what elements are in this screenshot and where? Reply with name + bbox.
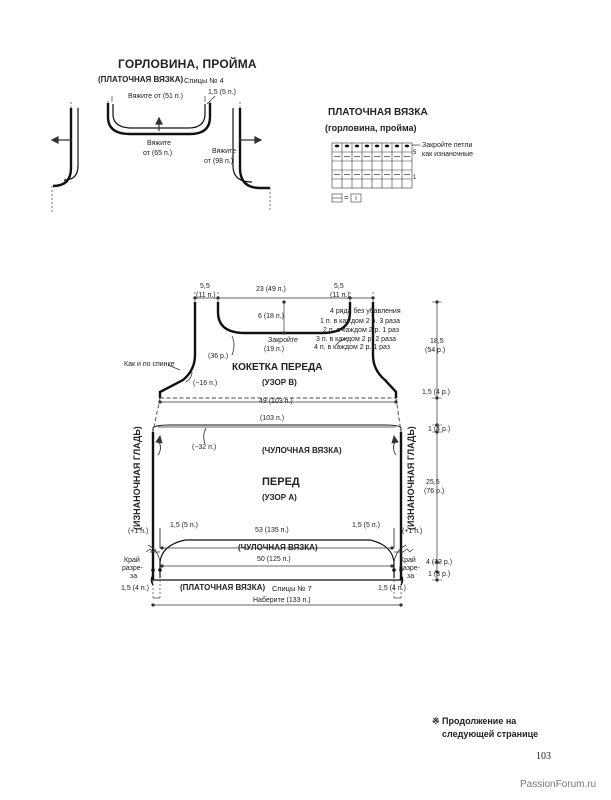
height-1-4: 1 (4 р.)	[428, 426, 451, 433]
from-98: от (98 п.)	[204, 158, 234, 165]
from-65: от (65 п.)	[143, 150, 173, 157]
yoke-pattern: (УЗОР В)	[262, 378, 297, 387]
top-left-sts: (11 п.)	[196, 292, 216, 299]
minus-32: (−32 п.)	[192, 444, 217, 451]
minus-16: (−16 п.)	[193, 380, 218, 387]
cast-on-133: Наберите (133 п.)	[253, 597, 311, 604]
slit-right-1: Край	[400, 557, 416, 564]
legend-row-5: 5	[413, 150, 417, 156]
close-label-1: Закройте	[268, 337, 298, 344]
knit-in-label-2: Вяжите	[212, 148, 236, 155]
neck-pattern: (ПЛАТОЧНАЯ ВЯЗКА)	[98, 75, 184, 84]
slit-left-1: Край	[124, 557, 140, 564]
top-right-width: 5,5	[334, 283, 344, 290]
needles-7: Спицы № 7	[272, 584, 312, 593]
right-1-5-5: 1,5 (5 п.)	[352, 522, 380, 529]
stockinette-top: (ЧУЛОЧНАЯ ВЯЗКА)	[262, 446, 342, 455]
as-back-label: Как и по спинке	[124, 361, 175, 368]
dec-rule-2: 1 п. в каждом 2 р. 3 раза	[320, 318, 400, 325]
plus-1-left: (+1 п.)	[128, 528, 149, 535]
rows-54: (54 р.)	[425, 347, 446, 354]
slit-marks	[151, 568, 403, 572]
legend-equals: =	[344, 193, 349, 202]
bottom-left-1-5-4: 1,5 (4 п.)	[121, 585, 149, 592]
continued-note-1: ※ Продолжение на	[432, 716, 517, 726]
knit-in-51: Вяжите от (51 п.)	[128, 93, 183, 100]
left-1-5-5: 1,5 (5 п.)	[170, 522, 198, 529]
width-50: 50 (125 п.)	[257, 556, 291, 563]
dec-rule-3: 2 п. в каждом 2 р. 1 раз	[323, 327, 400, 334]
legend-title: ПЛАТОЧНАЯ ВЯЗКА	[328, 107, 428, 118]
purl-label-right: (ИЗНАНОЧНАЯ ГЛАДЬ)	[406, 426, 416, 530]
garter-label: (ПЛАТОЧНАЯ ВЯЗКА)	[180, 583, 266, 592]
yoke-title: КОКЕТКА ПЕРЕДА	[232, 362, 323, 373]
height-4-12: 4 (12 р.)	[426, 559, 453, 566]
right-armhole-band-outer	[240, 108, 270, 188]
neck-depth: 6 (18 п.)	[258, 313, 284, 320]
body-pattern: (УЗОР А)	[262, 493, 297, 502]
watermark: PassionForum.ru	[520, 779, 597, 790]
top-left-width: 5,5	[200, 283, 210, 290]
legend-row-1: 1	[413, 175, 417, 181]
slit-right-3: за	[407, 573, 415, 580]
rows-76: (76 р.)	[424, 488, 445, 495]
knit-in-label-1: Вяжите	[147, 140, 171, 147]
slit-left-2: разре-	[122, 565, 144, 572]
stockinette-bottom: (ЧУЛОЧНАЯ ВЯЗКА)	[238, 543, 318, 552]
neck-title: ГОРЛОВИНА, ПРОЙМА	[118, 57, 257, 71]
page-number: 103	[536, 751, 551, 762]
legend-subtitle: (горловина, пройма)	[325, 123, 417, 133]
rows-36: (36 р.)	[208, 353, 229, 360]
continued-note-2: следующей странице	[442, 729, 539, 739]
bottom-right-1-5-4: 1,5 (4 п.)	[378, 585, 406, 592]
legend-bind-off-1: Закройте петли	[422, 142, 473, 149]
width-49: 49 (103 п.)	[259, 398, 293, 405]
plus-1-right: (+1 п.)	[402, 528, 423, 535]
purl-label-left: (ИЗНАНОЧНАЯ ГЛАДЬ)	[132, 426, 142, 530]
neck-needles: Спицы № 4	[184, 76, 224, 85]
left-armhole-band-outer	[53, 108, 71, 186]
close-label-2: (19 п.)	[264, 346, 285, 353]
top-center-width: 23 (49 п.)	[256, 286, 286, 293]
dec-rule-4: 3 п. в каждом 2 р. 2 раза	[316, 336, 396, 343]
height-1-3: 1 (3 р.)	[428, 571, 451, 578]
slit-left-3: за	[130, 573, 138, 580]
legend-bind-off-2: как изнаночные	[422, 151, 474, 158]
dec-rule-5: 4 п. в каждом 2 р. 1 раз	[314, 344, 391, 351]
top-right-sts: (11 п.)	[330, 292, 350, 299]
size-1-5-5: 1,5 (5 п.)	[208, 89, 236, 96]
slit-right-2: разре-	[399, 565, 421, 572]
height-18-5: 18,5	[430, 338, 444, 345]
height-1-5-4: 1,5 (4 р.)	[422, 389, 451, 396]
dec-rule-1: 4 ряда без убавления	[330, 308, 401, 315]
front-left-armhole	[160, 302, 195, 398]
width-53: 53 (135 п.)	[255, 527, 289, 534]
body-title: ПЕРЕД	[262, 476, 300, 488]
height-25-5: 25,5	[426, 479, 440, 486]
sts-103: (103 п.)	[260, 415, 285, 422]
